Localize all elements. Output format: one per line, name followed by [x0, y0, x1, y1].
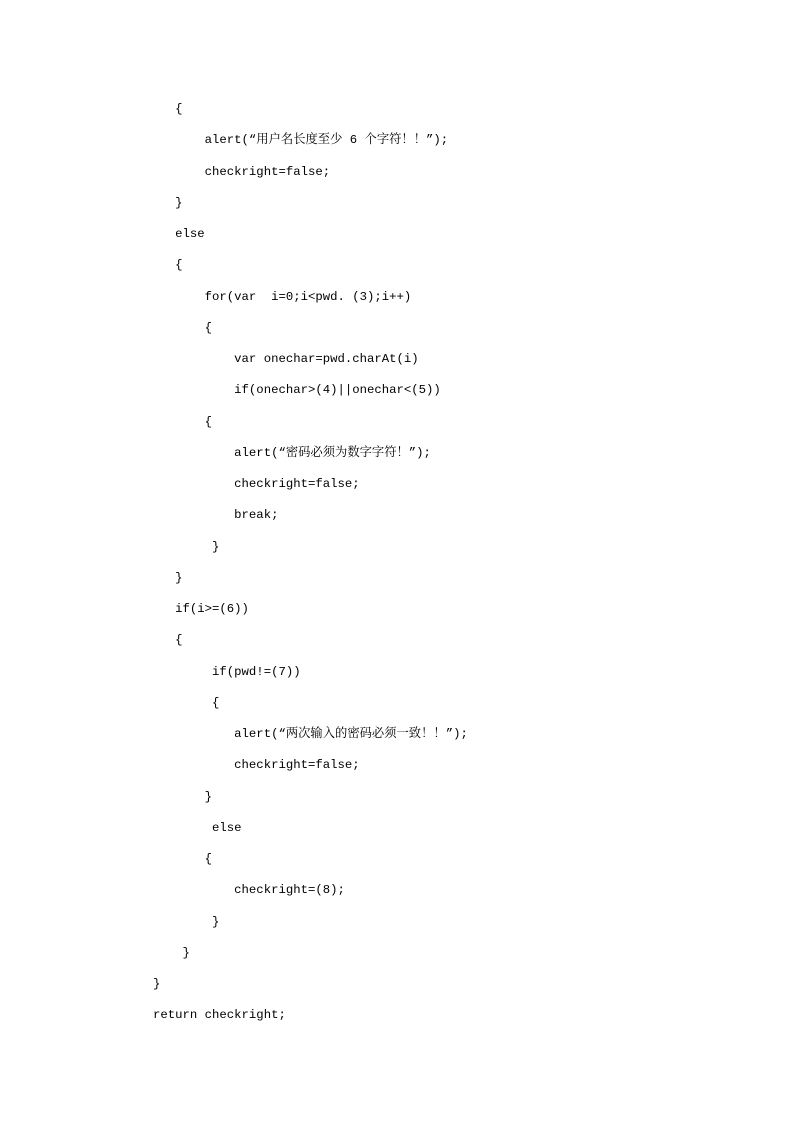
code-line: alert(“用户名长度至少 6 个字符！！”);: [153, 133, 449, 148]
code-line: checkright=(8);: [153, 883, 345, 898]
code-line: {: [153, 695, 220, 710]
code-line: checkright=false;: [153, 164, 331, 179]
code-line: {: [153, 320, 213, 335]
code-line: alert(“密码必须为数字字符！”);: [153, 445, 431, 460]
code-line: if(i>=(6)): [153, 602, 249, 616]
code-line: if(onechar>(4)||onechar<(5)): [153, 383, 441, 398]
code-line: break;: [153, 508, 279, 523]
code-line: }: [153, 977, 161, 991]
code-line: {: [153, 852, 213, 866]
code-line: }: [153, 570, 183, 585]
code-line: {: [153, 258, 183, 273]
code-line: checkright=false;: [153, 477, 360, 491]
code-line: if(pwd!=(7)): [153, 664, 301, 679]
code-line: {: [153, 633, 183, 648]
code-line: }: [153, 914, 220, 929]
code-line: else: [153, 227, 205, 241]
code-line: }: [153, 945, 190, 960]
code-line: }: [153, 539, 220, 554]
code-line: }: [153, 789, 213, 804]
code-line: else: [153, 820, 242, 835]
code-line: {: [153, 102, 183, 116]
code-line: checkright=false;: [153, 758, 360, 773]
code-line: }: [153, 195, 183, 210]
code-line: alert(“两次输入的密码必须一致！！”);: [153, 727, 468, 741]
code-line: {: [153, 414, 213, 429]
code-line: var onechar=pwd.charAt(i): [153, 352, 419, 366]
code-line: return checkright;: [153, 1008, 286, 1023]
code-line: for(var i=0;i<pwd. (3);i++): [153, 289, 412, 304]
code-listing: [153, 94, 468, 1032]
